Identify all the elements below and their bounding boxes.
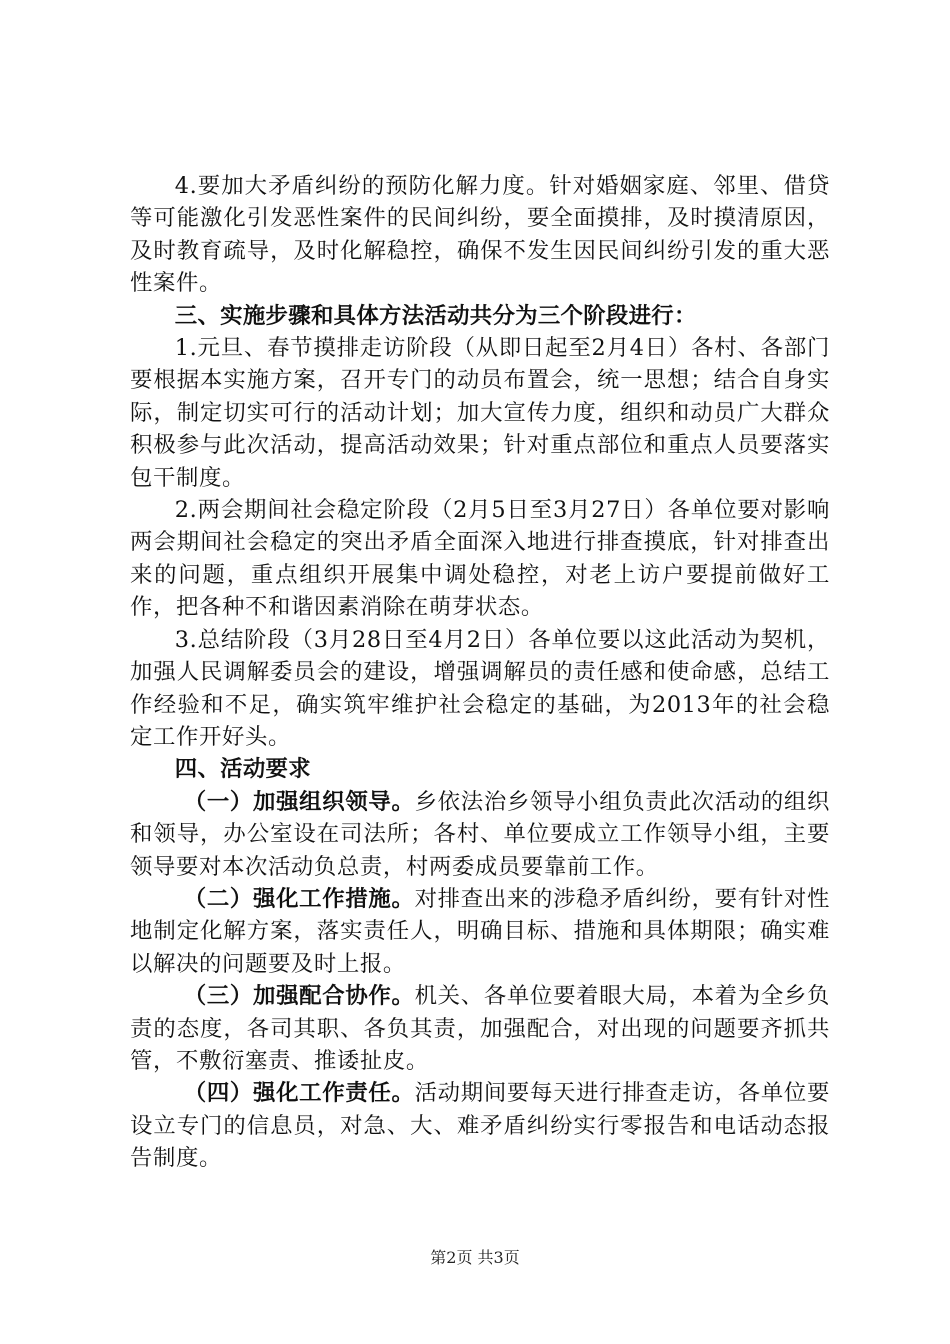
section-heading-4: 四、活动要求 — [174, 756, 311, 783]
requirement-2-text: 对排查出来的涉稳矛盾纠纷，要有针对性地制定化解方案，落实责任人，明确目标、措施和具体期限；确实难以解决的问题要及时上报。 — [130, 885, 830, 977]
paragraph-prevention: 4.要加大矛盾纠纷的预防化解力度。针对婚姻家庭、邻里、借贷等可能激化引发恶性案件的民间纠纷，要全面摸排，及时摸清原因，及时教育疏导，及时化解稳控，确保不发生因民间纠纷引发的重大恶性案件。 — [130, 173, 830, 297]
requirement-1-lead: （一）加强组织领导。 — [183, 788, 415, 815]
requirement-3 — [130, 980, 830, 1077]
paragraph-stage-3: 3.总结阶段（3月28日至4月2日）各单位要以这此活动为契机，加强人民调解委员会的建设，增强调解员的责任感和使命感，总结工作经验和不足，确实筑牢维护社会稳定的基础，为2013年的社会稳定工作开好头。 — [130, 626, 830, 750]
section-heading-3: 三、实施步骤和具体方法活动共分为三个阶段进行： — [174, 302, 697, 329]
requirement-2-lead: （二）强化工作措施。 — [183, 885, 415, 912]
requirement-4-lead: （四）强化工作责任。 — [183, 1080, 415, 1107]
requirement-4-text: 活动期间要每天进行排查走访，各单位要设立专门的信息员，对急、大、难矛盾纠纷实行零报告和电话动态报告制度。 — [130, 1080, 830, 1172]
requirement-3-text: 机关、各单位要着眼大局，本着为全乡负责的态度，各司其职、各负其责，加强配合，对出现的问题要齐抓共管，不敷衍塞责、推诿扯皮。 — [130, 983, 830, 1074]
page-number: 第2页 共3页 — [430, 1248, 520, 1267]
requirement-2 — [130, 883, 830, 980]
document-body — [130, 170, 830, 1175]
paragraph-stage-1: 1.元旦、春节摸排走访阶段（从即日起至2月4日）各村、各部门要根据本实施方案，召开专门的动员布置会，统一思想；结合自身实际，制定切实可行的活动计划；加大宣传力度，组织和动员广大群众积极参与此次活动，提高活动效果；针对重点部位和重点人员要落实包干制度。 — [130, 335, 830, 491]
requirement-3-lead: （三）加强配合协作。 — [183, 983, 415, 1010]
requirement-1-text: 乡依法治乡领导小组负责此次活动的组织和领导，办公室设在司法所；各村、单位要成立工作领导小组，主要领导要对本次活动负总责，村两委成员要靠前工作。 — [130, 788, 830, 880]
page-footer — [0, 1245, 950, 1268]
paragraph-stage-2: 2.两会期间社会稳定阶段（2月5日至3月27日）各单位要对影响两会期间社会稳定的突出矛盾全面深入地进行排查摸底，针对排查出来的问题，重点组织开展集中调处稳控，对老上访户要提前做好工作，把各种不和谐因素消除在萌芽状态。 — [130, 497, 830, 621]
requirement-4 — [130, 1077, 830, 1174]
requirement-1 — [130, 786, 830, 883]
